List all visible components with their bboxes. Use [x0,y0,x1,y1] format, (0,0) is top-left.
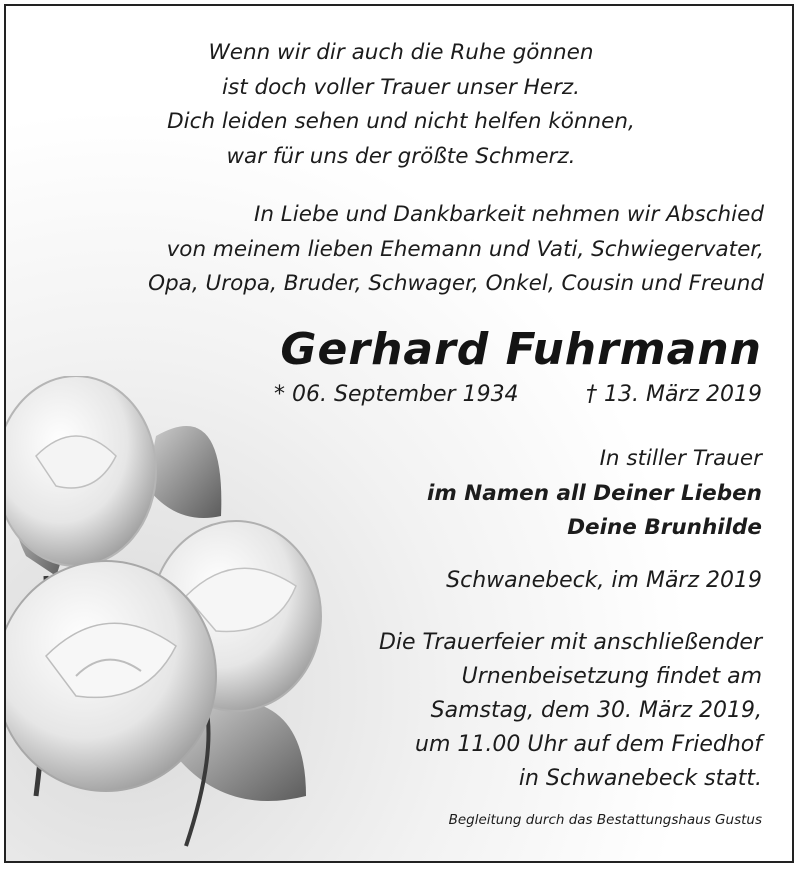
family-line: im Namen all Deiner Lieben [427,480,762,506]
farewell-line: Opa, Uropa, Bruder, Schwager, Onkel, Cousin und Freund [148,271,764,296]
place-date: Schwanebeck, im März 2019 [446,568,762,593]
farewell-line: In Liebe und Dankbarkeit nehmen wir Abschied [253,202,764,227]
funeral-line: Urnenbeisetzung findet am [461,664,762,689]
poem-line: Wenn wir dir auch die Ruhe gönnen [208,40,594,65]
widow-line: Deine Brunhilde [567,515,762,540]
farewell-line: von meinem lieben Ehemann und Vati, Schwiegervater, [166,236,764,262]
death-date: † 13. März 2019 [585,382,762,407]
funeral-line: um 11.00 Uhr auf dem Friedhof [415,732,762,757]
poem [36,36,766,174]
funeral-line: Die Trauerfeier mit anschließender [378,630,762,655]
obituary-card [4,4,794,863]
deceased-name: Gerhard Fuhrmann [280,324,762,375]
poem-line: ist doch voller Trauer unser Herz. [222,74,580,100]
funeral-line: in Schwanebeck statt. [518,766,762,791]
poem-line: war für uns der größte Schmerz. [226,143,576,169]
farewell-text [148,198,764,302]
funeral-home-credit: Begleitung durch das Bestattungshaus Gustus [448,812,762,828]
funeral-line: Samstag, dem 30. März 2019, [430,698,762,723]
birth-date: * 06. September 1934 [274,382,519,407]
funeral-info [379,626,762,796]
poem-line: Dich leiden sehen und nicht helfen können, [167,109,635,134]
roses-image [6,376,366,863]
mourning-line: In stiller Trauer [599,446,762,471]
mourners-signature [427,442,762,546]
